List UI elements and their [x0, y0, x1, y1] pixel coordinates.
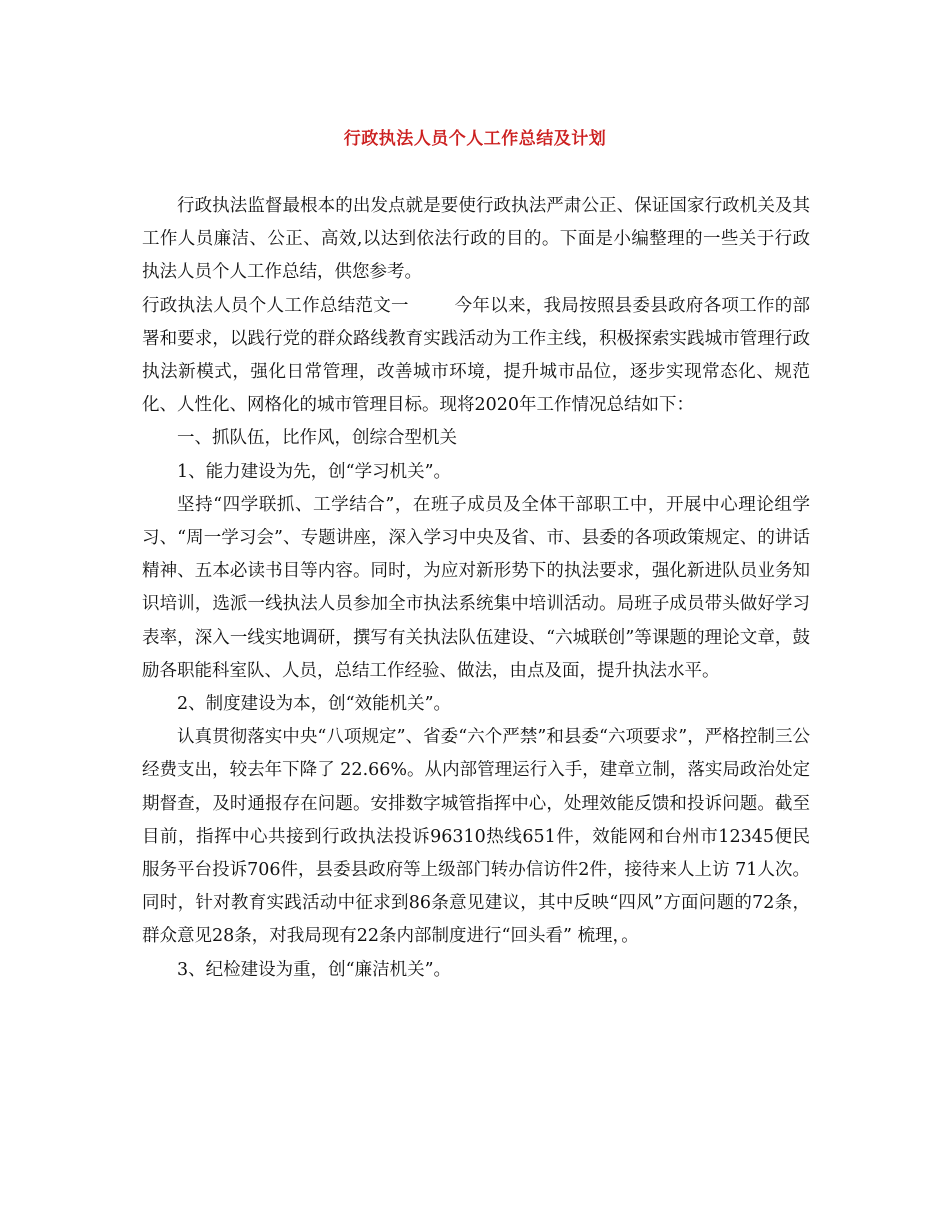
sample-paragraph — [142, 290, 810, 423]
sample-heading: 行政执法人员个人工作总结范文一 — [142, 295, 409, 316]
item-2-heading: 2、制度建设为本，创“效能机关”。 — [177, 694, 452, 715]
item-3-heading: 3、纪检建设为重，创“廉洁机关”。 — [177, 959, 452, 980]
document-title: 行政执法人员个人工作总结及计划 — [343, 129, 607, 149]
item-2-body: 认真贯彻落实中央“八项规定”、省委“六个严禁”和县委“六项要求”，严格控制三公经费支出，较去年下降了 22.66%。从内部管理运行入手，建章立制，落实局政治处定期督查，及时通报存在问题。安排数字城管指挥中心，处理效能反馈和投诉问题。截至目前，指挥中心共接到行政执法投诉96310热线651件，效能网和台州市12345便民服务平台投诉706件，县委县政府等上级部门转办信访件2件，接待来人上访 71人次。同时，针对教育实践活动中征求到86条意见建议，其中反映“四风”方面问题的72条，群众意见28条，对我局现有22条内部制度进行“回头看” 梳理，。 — [142, 727, 810, 947]
intro-paragraph: 行政执法监督最根本的出发点就是要使行政执法严肃公正、保证国家行政机关及其工作人员廉洁、公正、高效,以达到依法行政的目的。下面是小编整理的一些关于行政执法人员个人工作总结，供您参考。 — [142, 196, 810, 283]
document-body — [142, 190, 810, 987]
sample-opening: 今年以来，我局按照县委县政府各项工作的部署和要求，以践行党的群众路线教育实践活动为工作主线，积极探索实践城市管理行政执法新模式，强化日常管理，改善城市环境，提升城市品位，逐步实现常态化、规范化、人性化、网格化的城市管理目标。现将2020年工作情况总结如下： — [142, 295, 811, 416]
item-1-body: 坚持“四学联抓、工学结合”，在班子成员及全体干部职工中，开展中心理论组学习、“周一学习会”、专题讲座，深入学习中央及省、市、县委的各项政策规定、的讲话精神、五本必读书目等内容。同时，为应对新形势下的执法要求，强化新进队员业务知识培训，选派一线执法人员参加全市执法系统集中培训活动。局班子成员带头做好学习表率，深入一线实地调研，撰写有关执法队伍建设、“六城联创”等课题的理论文章，鼓励各职能科室队、人员，总结工作经验、做法，由点及面，提升执法水平。 — [142, 494, 810, 681]
item-1-heading: 1、能力建设为先，创“学习机关”。 — [177, 461, 452, 482]
section-1-heading: 一、抓队伍，比作风，创综合型机关 — [177, 428, 457, 449]
